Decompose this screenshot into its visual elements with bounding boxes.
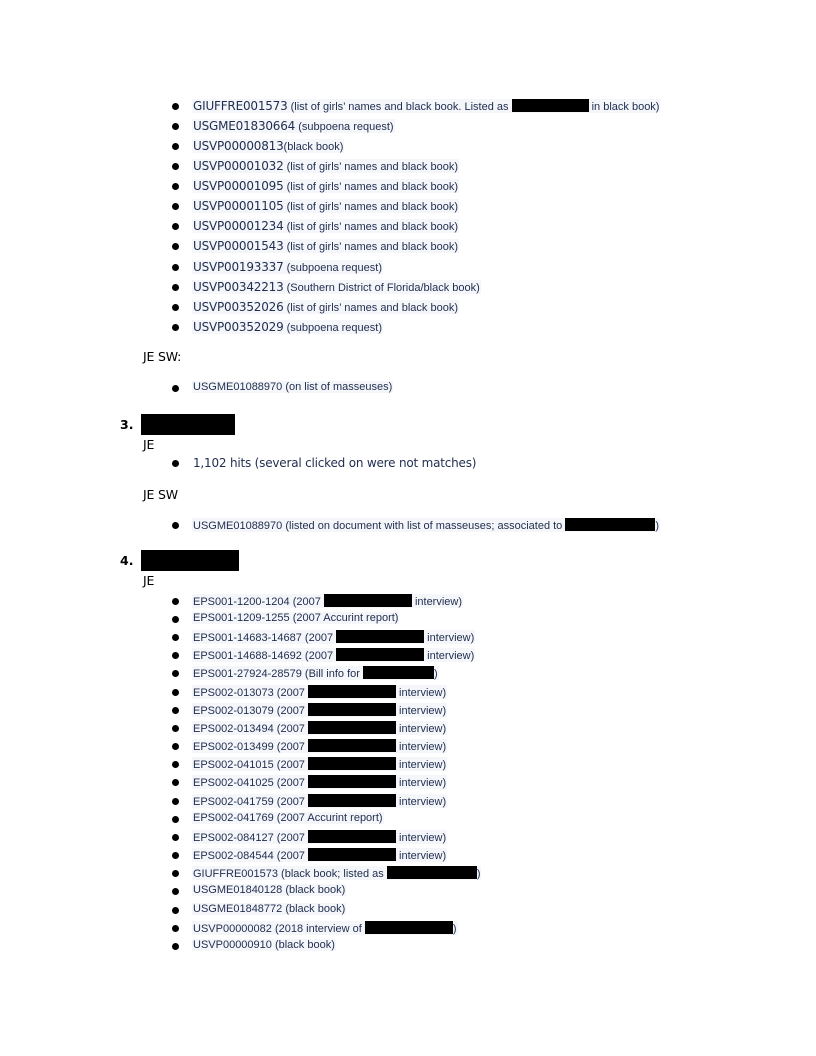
bullet <box>172 925 179 932</box>
list-item: USGME01848772 (black book) <box>193 903 346 915</box>
bullet <box>172 707 179 714</box>
bullet <box>172 870 179 877</box>
list-item: EPS002-041025 (2007 interview) <box>193 777 447 789</box>
bullet <box>172 183 179 190</box>
list-item: EPS002-084127 (2007 interview) <box>193 832 447 844</box>
redaction-bar <box>308 830 396 843</box>
list-item: USGME01840128 (black book) <box>193 884 346 896</box>
je-label: JE <box>143 437 155 452</box>
redaction-bar <box>308 757 396 770</box>
bullet <box>172 143 179 150</box>
list-item: EPS002-013073 (2007 interview) <box>193 687 447 699</box>
list-item: EPS002-013499 (2007 interview) <box>193 741 447 753</box>
redaction-bar <box>308 703 396 716</box>
bullet <box>172 284 179 291</box>
redaction-bar <box>308 721 396 734</box>
bullet <box>172 816 179 823</box>
list-item: USVP00001095 (list of girls’ names and black book) <box>193 179 458 193</box>
list-item: EPS001-14683-14687 (2007 interview) <box>193 632 475 644</box>
redaction-bar <box>512 99 589 112</box>
list-item: EPS002-041015 (2007 interview) <box>193 759 447 771</box>
bullet <box>172 888 179 895</box>
je-sw-label: JE SW: <box>143 349 182 364</box>
list-item: GIUFFRE001573 (black book; listed as ) <box>193 868 481 880</box>
list-item: USVP00001543 (list of girls’ names and black book) <box>193 239 458 253</box>
list-item: USVP00193337 (subpoena request) <box>193 260 382 274</box>
bullet <box>172 304 179 311</box>
list-item: USVP00352029 (subpoena request) <box>193 320 382 334</box>
bullet <box>172 243 179 250</box>
list-item: EPS002-084544 (2007 interview) <box>193 850 447 862</box>
bullet <box>172 385 179 392</box>
je-sw-label: JE SW <box>143 487 178 502</box>
redaction-bar <box>324 594 412 607</box>
bullet <box>172 907 179 914</box>
redaction-bar <box>363 666 434 679</box>
list-item: USVP00000910 (black book) <box>193 939 335 951</box>
bullet <box>172 598 179 605</box>
bullet <box>172 203 179 210</box>
list-item: EPS001-1209-1255 (2007 Accurint report) <box>193 612 399 624</box>
list-item: EPS002-013494 (2007 interview) <box>193 723 447 735</box>
bullet <box>172 670 179 677</box>
list-item: EPS002-013079 (2007 interview) <box>193 705 447 717</box>
bullet <box>172 761 179 768</box>
bullet <box>172 834 179 841</box>
bullet <box>172 522 179 529</box>
bullet <box>172 943 179 950</box>
bullet <box>172 798 179 805</box>
list-item: EPS002-041769 (2007 Accurint report) <box>193 812 383 824</box>
redacted-name-bar <box>141 550 239 571</box>
redaction-bar <box>308 739 396 752</box>
bullet <box>172 852 179 859</box>
list-item: USVP00000082 (2018 interview of ) <box>193 923 457 935</box>
bullet <box>172 324 179 331</box>
bullet <box>172 634 179 641</box>
list-item: USVP00001105 (list of girls’ names and black book) <box>193 199 458 213</box>
redaction-bar <box>336 630 424 643</box>
bullet <box>172 103 179 110</box>
bullet <box>172 725 179 732</box>
redaction-bar <box>308 848 396 861</box>
redacted-name-bar <box>141 414 235 435</box>
bullet <box>172 652 179 659</box>
redaction-bar <box>308 775 396 788</box>
list-item: USVP00001234 (list of girls’ names and black book) <box>193 219 458 233</box>
bullet <box>172 123 179 130</box>
list-item: USVP00001032 (list of girls’ names and black book) <box>193 159 458 173</box>
list-item: USGME01830664 (subpoena request) <box>193 119 394 133</box>
section-number: 3. <box>120 417 134 432</box>
redaction-bar <box>387 866 477 879</box>
bullet <box>172 616 179 623</box>
bullet <box>172 163 179 170</box>
redaction-bar <box>308 685 396 698</box>
bullet <box>172 223 179 230</box>
bullet <box>172 743 179 750</box>
redaction-bar <box>308 794 396 807</box>
list-item: USGME01088970 (listed on document with list of masseuses; associated to ) <box>193 520 660 532</box>
list-item: 1,102 hits (several clicked on were not matches) <box>193 456 477 470</box>
redaction-bar <box>365 921 453 934</box>
list-item: USVP00352026 (list of girls’ names and black book) <box>193 300 458 314</box>
list-item: USVP00342213 (Southern District of Florida/black book) <box>193 280 480 294</box>
bullet <box>172 689 179 696</box>
redaction-bar <box>565 518 655 531</box>
list-item: EPS002-041759 (2007 interview) <box>193 796 447 808</box>
list-item: GIUFFRE001573 (list of girls’ names and black book. Listed as in black book) <box>193 99 660 113</box>
bullet <box>172 460 179 467</box>
list-item: EPS001-14688-14692 (2007 interview) <box>193 650 475 662</box>
list-item: USGME01088970 (on list of masseuses) <box>193 381 393 393</box>
bullet <box>172 779 179 786</box>
bullet <box>172 264 179 271</box>
list-item: EPS001-1200-1204 (2007 interview) <box>193 596 463 608</box>
section-number: 4. <box>120 553 134 568</box>
je-label: JE <box>143 573 155 588</box>
list-item: USVP00000813(black book) <box>193 139 344 153</box>
redaction-bar <box>336 648 424 661</box>
list-item: EPS001-27924-28579 (Bill info for ) <box>193 668 438 680</box>
